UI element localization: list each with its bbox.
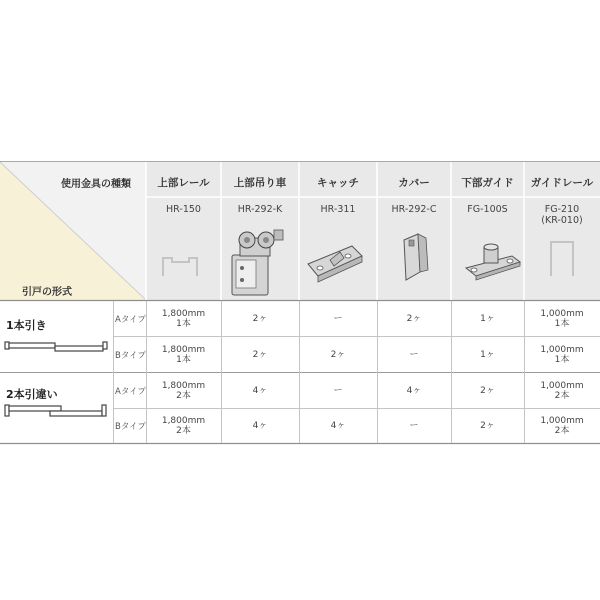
quantity-text: 1ヶ — [480, 350, 495, 360]
quantity-text: ー — [409, 350, 419, 360]
quantity-cell — [377, 301, 451, 337]
quantity-text: ー — [409, 421, 419, 431]
quantity-cell — [377, 373, 451, 409]
column-header-2: キャッチ — [317, 177, 359, 189]
quantity-cell — [221, 301, 299, 337]
part-code-line: HR-150 — [166, 204, 201, 215]
quantity-text: 1,800mm — [161, 309, 206, 319]
quantity-cell — [451, 337, 524, 373]
single-track-door-icon — [5, 342, 107, 351]
quantity-text: 1,800mm — [161, 416, 206, 426]
variant-type-label: Aタイプ — [115, 387, 146, 397]
quantity-cell — [299, 373, 377, 409]
quantity-text: 1本 — [554, 355, 570, 365]
quantity-cell — [299, 409, 377, 443]
quantity-cell — [221, 337, 299, 373]
double-track-door-icon — [5, 405, 106, 416]
quantity-cell — [146, 337, 221, 373]
variant-type-label: Aタイプ — [115, 315, 146, 325]
quantity-text: 1本 — [554, 319, 570, 329]
quantity-cell — [524, 373, 600, 409]
quantity-cell — [377, 337, 451, 373]
quantity-cell — [451, 301, 524, 337]
part-code-line: FG-100S — [467, 204, 508, 215]
quantity-cell — [146, 409, 221, 443]
door-type-label-1: 2本引違い — [6, 388, 58, 401]
quantity-cell — [146, 301, 221, 337]
quantity-cell — [299, 301, 377, 337]
quantity-cell — [451, 409, 524, 443]
quantity-text: 1,000mm — [540, 345, 584, 355]
quantity-text: 1,000mm — [540, 381, 584, 391]
part-code-line: HR-292-C — [391, 204, 437, 215]
part-code-2 — [299, 204, 377, 215]
quantity-cell — [377, 409, 451, 443]
part-code-0 — [146, 204, 221, 215]
column-header-1: 上部吊り車 — [233, 177, 287, 189]
quantity-cell — [221, 409, 299, 443]
part-code-1 — [221, 204, 299, 215]
quantity-text: ー — [333, 314, 343, 324]
quantity-text: 2本 — [176, 426, 191, 436]
quantity-text: 1本 — [176, 355, 191, 365]
quantity-cell — [451, 373, 524, 409]
door-type-label-0: 1本引き — [6, 319, 47, 332]
corner-door-type-label: 引戸の形式 — [22, 287, 72, 298]
quantity-text: 4ヶ — [330, 421, 346, 431]
column-header-0: 上部レール — [157, 177, 210, 189]
quantity-text: 1ヶ — [480, 314, 495, 324]
quantity-cell — [524, 301, 600, 337]
quantity-cell — [299, 337, 377, 373]
quantity-text: 2ヶ — [252, 350, 268, 360]
part-code-4 — [451, 204, 524, 215]
quantity-text: 2ヶ — [252, 314, 268, 324]
part-code-line: FG-210 — [544, 204, 580, 215]
quantity-text: 1,000mm — [540, 416, 584, 426]
quantity-text: 1本 — [176, 319, 191, 329]
quantity-text: 2本 — [554, 426, 570, 436]
quantity-text: 4ヶ — [406, 386, 422, 396]
variant-type-label: Bタイプ — [115, 351, 146, 361]
quantity-text: 2ヶ — [406, 314, 422, 324]
quantity-text: 1,800mm — [161, 345, 206, 355]
part-code-3 — [377, 204, 451, 215]
variant-type-label: Bタイプ — [115, 422, 146, 432]
part-code-line: HR-311 — [320, 204, 356, 215]
quantity-cell — [524, 409, 600, 443]
quantity-text: 1,800mm — [161, 381, 206, 391]
part-code-5 — [524, 204, 600, 226]
quantity-text: 2本 — [176, 391, 191, 401]
quantity-cell — [146, 373, 221, 409]
part-code-line: (KR-010) — [541, 215, 583, 226]
quantity-text: 4ヶ — [252, 421, 268, 431]
quantity-text: 2ヶ — [480, 421, 495, 431]
quantity-text: 2ヶ — [330, 350, 346, 360]
corner-fittings-label: 使用金具の種類 — [61, 179, 131, 190]
column-header-4: 下部ガイド — [461, 177, 514, 189]
quantity-text: 2ヶ — [480, 386, 495, 396]
column-header-5: ガイドレール — [530, 177, 594, 189]
quantity-text: 4ヶ — [252, 386, 268, 396]
quantity-text: 2本 — [554, 391, 570, 401]
quantity-cell — [221, 373, 299, 409]
quantity-cell — [524, 337, 600, 373]
part-code-line: HR-292-K — [237, 204, 283, 215]
column-header-3: カバー — [398, 177, 430, 189]
quantity-text: 1,000mm — [540, 309, 584, 319]
quantity-text: ー — [333, 386, 343, 396]
